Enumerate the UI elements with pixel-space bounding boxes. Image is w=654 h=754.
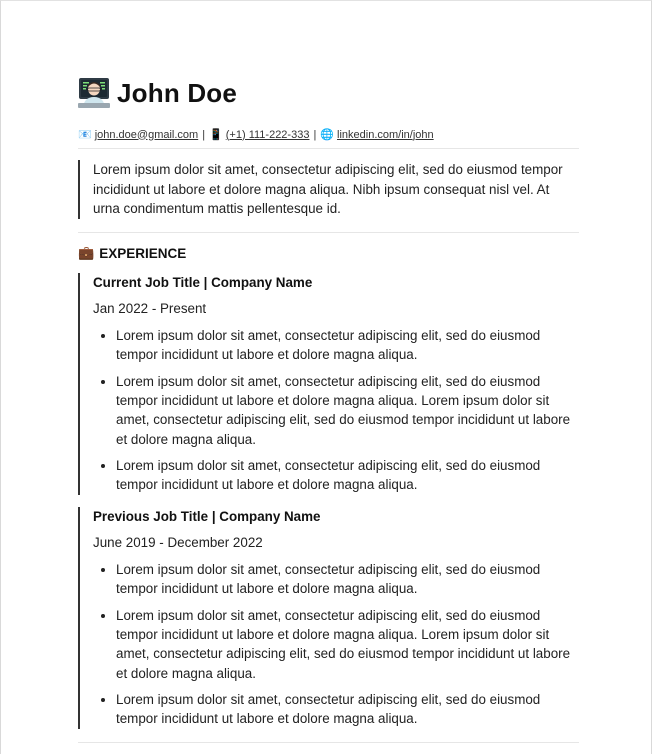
job-entry-current (78, 273, 579, 495)
bullet-item: • Lorem ipsum dolor sit amet, consectetur adipiscing elit, sed do eiusmod tempor incididunt ut labore et dolore magna aliqua. (116, 326, 579, 364)
contact-separator: | (202, 128, 206, 141)
bullet-item: • Lorem ipsum dolor sit amet, consectetur adipiscing elit, sed do eiusmod tempor incididunt ut labore et dolore magna aliqua. (116, 456, 579, 494)
job-bullets (93, 560, 579, 729)
job-title: Current Job Title | Company Name (93, 275, 313, 290)
email-link[interactable]: john.doe@gmail.com (94, 128, 199, 141)
divider (78, 148, 579, 149)
divider (78, 742, 579, 743)
briefcase-icon: 💼 (78, 245, 95, 260)
divider (78, 232, 579, 233)
linkedin-link[interactable]: linkedin.com/in/john (337, 128, 434, 141)
contact-line (78, 128, 434, 141)
summary-text: Lorem ipsum dolor sit amet, consectetur adipiscing elit, sed do eiusmod tempor incididunt ut labore et dolore magna aliqua. Nibh ipsum consequat nisl vel. At urna condimentum mattis pellentesque id. (78, 160, 579, 219)
email-icon: 📧 (78, 129, 92, 141)
header (78, 77, 237, 109)
phone-link[interactable]: (+1) 111-222-333 (225, 128, 310, 141)
job-dates: June 2019 - December 2022 (93, 535, 263, 550)
job-title: Previous Job Title | Company Name (93, 509, 321, 524)
candidate-name: John Doe (117, 77, 238, 108)
technologist-emoji-icon (78, 77, 110, 109)
experience-heading (78, 245, 186, 261)
globe-icon: 🌐 (320, 129, 335, 141)
bullet-item: • Lorem ipsum dolor sit amet, consectetur adipiscing elit, sed do eiusmod tempor incididunt ut labore et dolore magna aliqua. (116, 560, 579, 598)
job-dates: Jan 2022 - Present (93, 301, 207, 316)
experience-title: EXPERIENCE (99, 245, 187, 261)
contact-separator: | (313, 128, 317, 141)
phone-icon: 📱 (209, 129, 223, 141)
job-bullets (93, 326, 579, 495)
job-entry-previous (78, 507, 579, 729)
bullet-item: • Lorem ipsum dolor sit amet, consectetur adipiscing elit, sed do eiusmod tempor incididunt ut labore et dolore magna aliqua. Lorem ipsum dolor sit amet, consectetur adipiscing elit, sed do eiusmod tempor incididunt ut labore et dolore magna aliqua. (116, 372, 579, 449)
bullet-item: • Lorem ipsum dolor sit amet, consectetur adipiscing elit, sed do eiusmod tempor incididunt ut labore et dolore magna aliqua. (116, 690, 579, 728)
bullet-item: • Lorem ipsum dolor sit amet, consectetur adipiscing elit, sed do eiusmod tempor incididunt ut labore et dolore magna aliqua. Lorem ipsum dolor sit amet, consectetur adipiscing elit, sed do eiusmod tempor incididunt ut labore et dolore magna aliqua. (116, 606, 579, 683)
